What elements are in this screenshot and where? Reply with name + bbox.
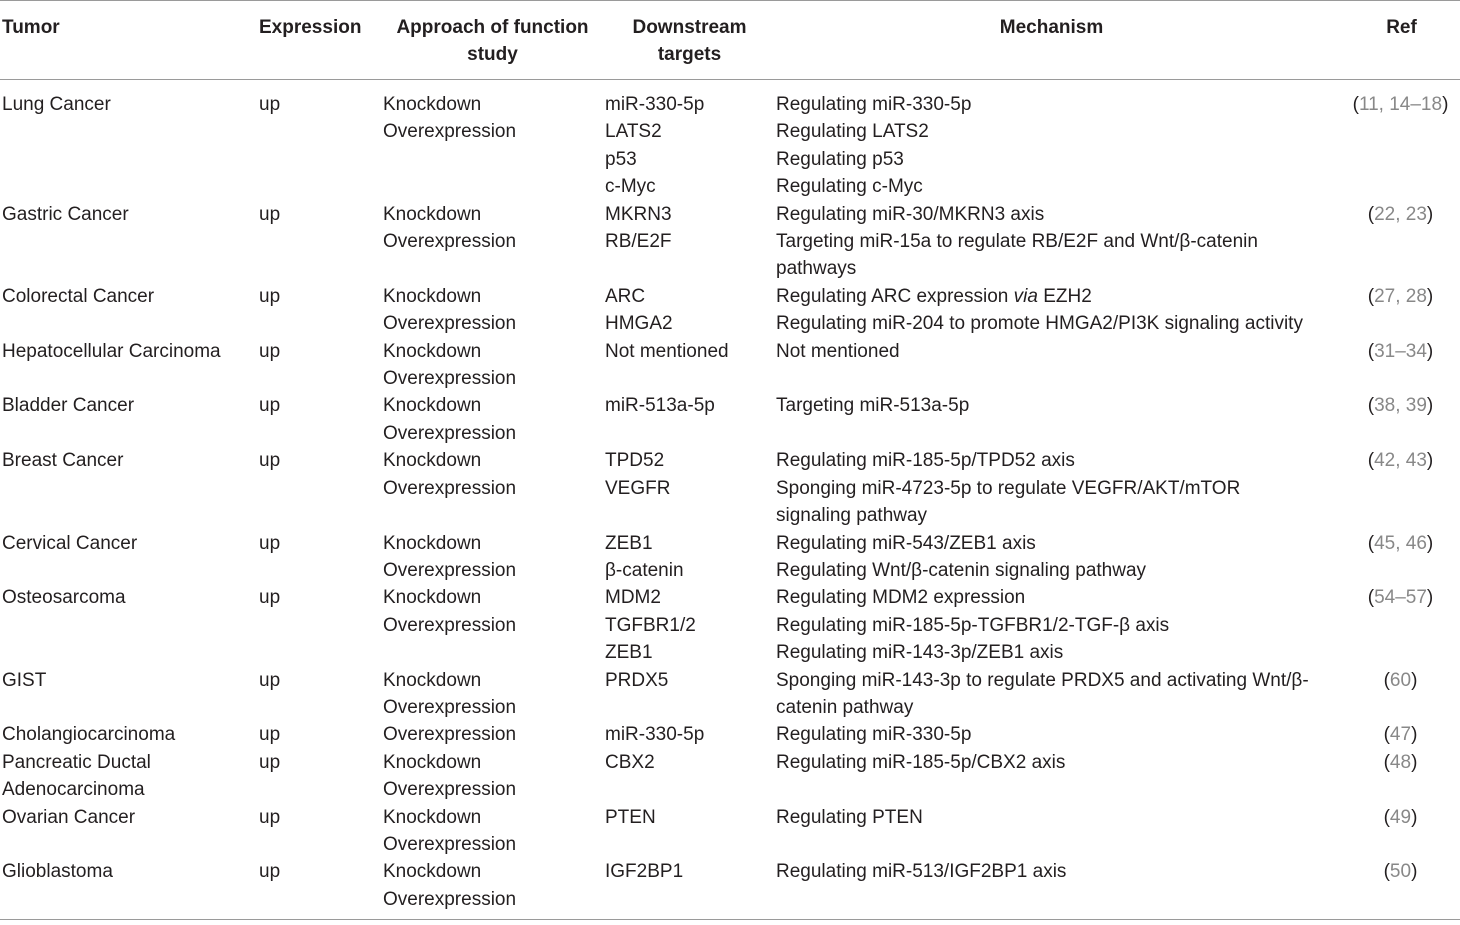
cell-ref: (47) [1383,724,1418,746]
cell-expression: up [259,285,281,307]
cell-targets-line: PRDX5 [605,669,669,691]
cell-mechanism [776,530,1327,585]
cell-approach [382,749,603,804]
cell-approach [382,283,603,338]
ref-link[interactable]: 60 [1389,669,1412,691]
table-header [0,1,1460,80]
table-row [0,721,1460,748]
cell-approach-line: Knockdown [383,94,482,115]
cell-approach [382,584,603,666]
cell-approach [382,721,603,748]
table-row [0,667,1460,722]
cell-expression: up [258,858,382,919]
cell-ref: (27, 28) [1367,285,1434,307]
header-tumor: Tumor [0,1,258,80]
cell-approach-line: Knockdown [383,340,482,362]
cell-ref: (42, 43) [1367,450,1434,472]
cell-mechanism-line: Regulating LATS2 [776,121,929,143]
cell-targets-line: RB/E2F [605,231,672,253]
cell-targets-line: miR-330-5p [605,94,705,115]
table-row [0,804,1460,859]
cell-mechanism-line: Regulating miR-513/IGF2BP1 axis [776,861,1067,883]
cell-approach [382,447,603,529]
cell-tumor: GIST [2,669,47,691]
cell-approach-line: Knockdown [383,395,482,417]
cell-mechanism-line: Regulating miR-543/ZEB1 axis [776,532,1036,554]
cell-mechanism-line: Sponging miR-4723-5p to regulate VEGFR/AKT/mTOR signaling pathway [776,477,1241,527]
table-row [0,80,1460,201]
cell-mechanism [776,392,1327,447]
table-row [0,530,1460,585]
cell-approach [382,392,603,447]
cell-targets-line: Not mentioned [605,340,729,362]
cell-approach-line: Overexpression [383,121,517,143]
cell-targets-line: PTEN [605,806,656,828]
header-mechanism: Mechanism [776,1,1327,80]
table-row [0,584,1460,666]
cell-approach-line: Knockdown [383,806,482,828]
ref-link[interactable]: 47 [1389,724,1412,746]
ref-link[interactable]: 11, 14–18 [1358,94,1443,115]
cell-approach-line: Overexpression [383,477,517,499]
cell-approach [382,338,603,393]
cell-approach-line: Overexpression [383,313,517,335]
cell-expression: up [259,203,281,225]
cell-mechanism-line: Regulating ARC expression via EZH2 [776,285,1092,307]
cell-mechanism-line: Regulating miR-143-3p/ZEB1 axis [776,642,1064,664]
cell-tumor: Cervical Cancer [2,532,138,554]
cell-mechanism [776,804,1327,859]
cell-mechanism [776,283,1327,338]
cell-approach-line: Overexpression [383,696,517,718]
cell-targets-line: CBX2 [605,751,655,773]
cell-mechanism [776,749,1327,804]
cell-ref: (11, 14–18) [1352,94,1449,115]
table-row [0,749,1460,804]
cell-tumor: Pancreatic Ductal Adenocarcinoma [2,751,151,801]
cell-mechanism [776,584,1327,666]
cell-mechanism-line: Regulating miR-185-5p/TPD52 axis [776,450,1075,472]
cell-targets-line: IGF2BP1 [605,861,684,883]
cell-ref: (38, 39) [1367,395,1434,417]
cell-mechanism [776,721,1327,748]
cell-ref: (54–57) [1367,587,1434,609]
cell-approach [382,530,603,585]
cell-tumor: Gastric Cancer [2,203,129,225]
cell-mechanism-line: Regulating miR-204 to promote HMGA2/PI3K signaling activity [776,313,1303,335]
cell-expression: up [259,340,281,362]
cell-mechanism-line: Regulating c-Myc [776,176,923,198]
cell-targets-line: LATS2 [605,121,662,143]
ref-link[interactable]: 31–34 [1374,340,1427,362]
cell-targets-line: HMGA2 [605,313,673,335]
table-row [0,858,1460,919]
cell-expression: up [259,669,281,691]
cell-approach [382,804,603,859]
cell-mechanism-line: Regulating Wnt/β-catenin signaling pathway [776,559,1147,581]
ref-link[interactable]: 54–57 [1374,587,1427,609]
cell-mechanism-line: Not mentioned [776,340,900,362]
cell-targets-line: miR-513a-5p [605,395,715,417]
cell-expression: up [259,94,281,115]
cell-tumor: Ovarian Cancer [2,806,136,828]
italic-word: via [1013,285,1038,307]
cell-mechanism [776,338,1327,393]
table-body [0,80,1460,920]
ref-link[interactable]: 38, 39 [1374,395,1427,417]
cell-approach [382,201,603,283]
cell-targets-line: β-catenin [605,559,684,581]
cell-ref: (31–34) [1367,340,1434,362]
cell-targets [603,447,776,529]
cell-approach-line: Overexpression [383,368,517,390]
cell-targets [603,667,776,722]
cell-tumor: Breast Cancer [2,450,124,472]
cell-mechanism-line: Targeting miR-15a to regulate RB/E2F and Wnt/β-catenin pathways [776,231,1258,280]
cell-expression: up [259,751,281,773]
cell-expression: up [259,450,281,472]
cell-ref: (50) [1327,858,1460,919]
cell-mechanism [776,447,1327,529]
ref-link[interactable]: 45, 46 [1374,532,1427,554]
cell-targets-line: TGFBR1/2 [605,614,696,636]
cell-targets [603,392,776,447]
cell-expression: up [259,587,281,609]
cell-approach-line: Knockdown [383,285,482,307]
cell-approach-line: Knockdown [383,669,482,691]
cell-mechanism [776,201,1327,283]
cell-approach-line: Knockdown [383,751,482,773]
cell-mechanism [776,667,1327,722]
cell-approach-line: Overexpression [383,724,517,746]
cell-ref: (22, 23) [1367,203,1434,225]
cell-approach [382,80,603,201]
header-expression: Expression [258,1,382,80]
cell-targets-line: miR-330-5p [605,724,705,746]
cell-approach-line: Knockdown [383,450,482,472]
table-row [0,338,1460,393]
cell-tumor: Hepatocellular Carcinoma [2,340,221,362]
cell-mechanism [776,80,1327,201]
cell-mechanism [776,858,1327,919]
cell-tumor: Lung Cancer [2,94,111,115]
cell-mechanism-line: Regulating PTEN [776,806,923,828]
cell-targets [603,338,776,393]
header-targets: Downstream targets [603,1,776,80]
ref-link[interactable]: 42, 43 [1374,450,1427,472]
header-row [0,1,1460,80]
cell-targets [603,584,776,666]
cell-targets [603,721,776,748]
cell-mechanism-line: Sponging miR-143-3p to regulate PRDX5 and activating Wnt/β-catenin pathway [776,669,1309,718]
cell-targets-line: VEGFR [605,477,671,499]
cell-targets-line: p53 [605,148,637,170]
cell-approach-line: Knockdown [383,203,482,225]
cell-approach-line: Overexpression [383,614,517,636]
cell-ref: (60) [1383,669,1418,691]
cell-mechanism-line: Regulating p53 [776,148,904,170]
cell-approach-line: Overexpression [383,779,517,801]
cell-tumor: Bladder Cancer [2,395,135,417]
ref-link[interactable]: 49 [1389,806,1412,828]
cell-mechanism-line: Regulating miR-330-5p [776,724,972,746]
cell-targets [603,201,776,283]
cell-targets-line: MDM2 [605,587,661,609]
table-row [0,201,1460,283]
cell-targets-line: c-Myc [605,176,656,198]
cell-mechanism-line: Regulating miR-185-5p-TGFBR1/2-TGF-β axis [776,614,1170,636]
cell-expression: up [259,532,281,554]
cell-approach-line: Knockdown [383,587,482,609]
cell-targets [603,530,776,585]
cell-targets-line: ZEB1 [605,642,653,664]
cell-mechanism-line: Targeting miR-513a-5p [776,395,970,417]
cell-expression: up [259,395,281,417]
ref-link[interactable]: 22, 23 [1374,203,1427,225]
cell-mechanism-line: Regulating MDM2 expression [776,587,1026,609]
cell-ref: (49) [1383,806,1418,828]
header-approach: Approach of function study [382,1,603,80]
cell-approach [382,858,603,919]
cell-mechanism-line: Regulating miR-30/MKRN3 axis [776,203,1045,225]
cell-targets-line: ZEB1 [605,532,653,554]
table-row [0,392,1460,447]
cell-ref: (48) [1383,751,1418,773]
cell-targets-line: TPD52 [605,450,665,472]
ref-link[interactable]: 48 [1389,751,1412,773]
table-row [0,283,1460,338]
cell-approach-line: Overexpression [383,422,517,444]
cell-approach-line: Overexpression [383,559,517,581]
cell-approach [382,667,603,722]
cell-targets-line: ARC [605,285,646,307]
cell-expression: up [259,806,281,828]
cell-targets [603,804,776,859]
cell-mechanism-line: Regulating miR-330-5p [776,94,972,115]
cell-approach-line: Knockdown [383,861,482,883]
cell-approach-line: Overexpression [383,888,517,910]
table-row [0,447,1460,529]
cell-expression: up [259,724,281,746]
cell-approach-line: Overexpression [383,833,517,855]
cell-targets-line: MKRN3 [605,203,672,225]
cell-ref: (45, 46) [1367,532,1434,554]
cell-approach-line: Overexpression [383,231,517,253]
cell-targets [603,283,776,338]
cell-mechanism-line: Regulating miR-185-5p/CBX2 axis [776,751,1066,773]
cell-tumor: Cholangiocarcinoma [2,724,176,746]
cell-targets [603,749,776,804]
header-ref: Ref [1327,1,1460,80]
ref-link[interactable]: 50 [1389,861,1412,883]
cell-approach-line: Knockdown [383,532,482,554]
cell-tumor: Colorectal Cancer [2,285,155,307]
cell-targets [603,858,776,919]
ref-link[interactable]: 27, 28 [1374,285,1427,307]
cell-tumor: Osteosarcoma [2,587,126,609]
cell-tumor: Glioblastoma [0,858,258,919]
cell-targets [603,80,776,201]
